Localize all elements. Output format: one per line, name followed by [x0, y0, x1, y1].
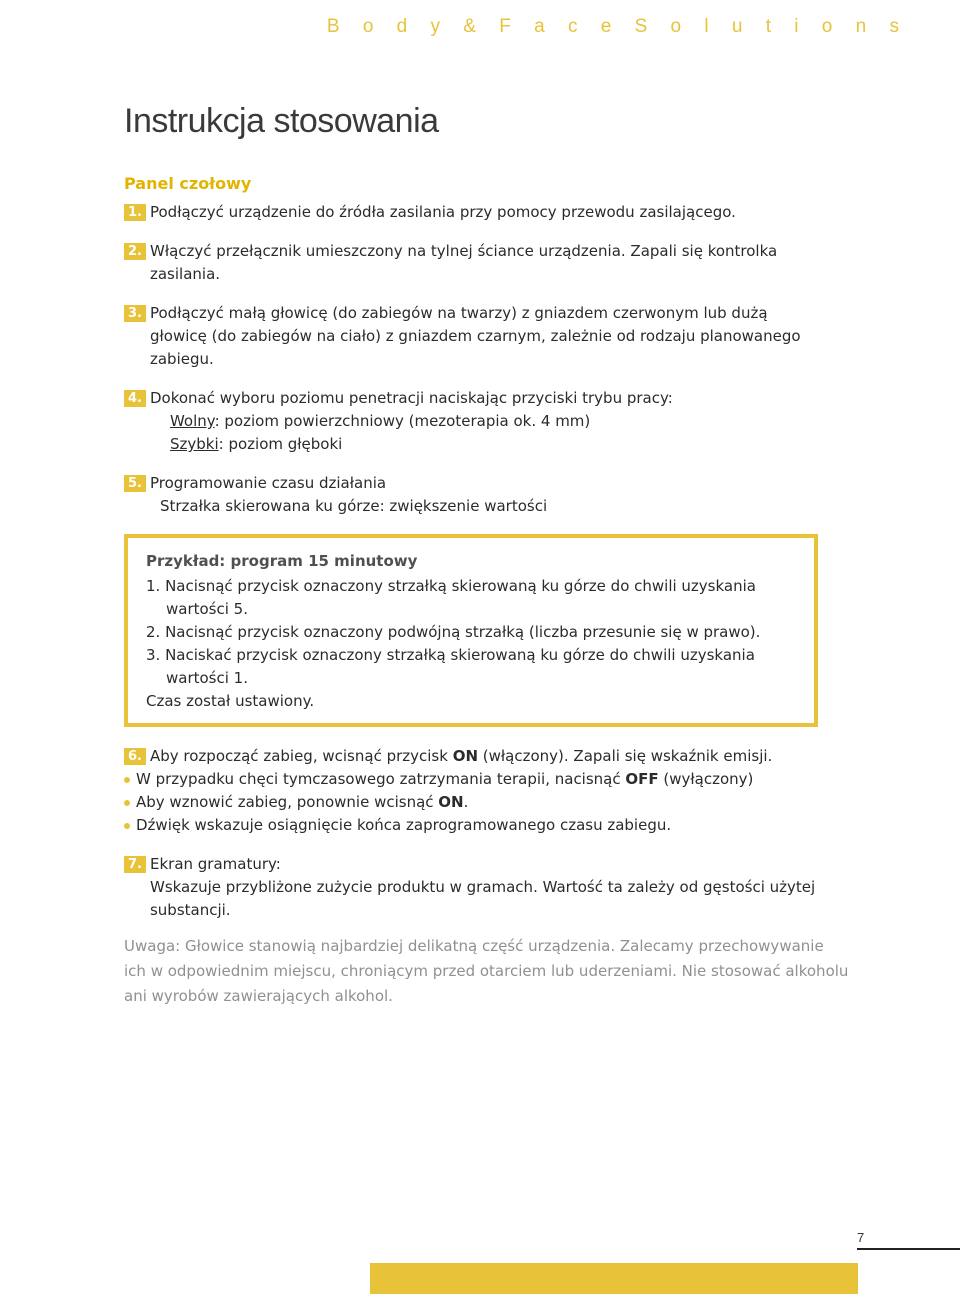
on-label: ON — [452, 747, 479, 765]
example-line-1-cont: wartości 5. — [166, 600, 248, 618]
bullet-text: . — [463, 793, 469, 811]
step-subtext: Strzałka skierowana ku górze: zwiększenie wartości — [159, 497, 548, 515]
step-text — [150, 745, 824, 768]
list-item — [124, 814, 824, 837]
step-number: 3. — [124, 305, 146, 322]
step-text: Włączyć przełącznik umieszczony na tylnej ściance urządzenia. Zapali się kontrolka zasilania. — [149, 242, 778, 283]
example-box — [124, 534, 818, 727]
example-line-3-cont: wartości 1. — [166, 669, 248, 687]
bullet-text: W przypadku chęci tymczasowego zatrzymania terapii, nacisnąć — [136, 770, 626, 788]
step-4 — [124, 387, 824, 456]
step-text: Wskazuje przybliżone zużycie produktu w gramach. Wartość ta zależy od gęstości użytej substancji. — [149, 878, 816, 919]
step-title: Ekran gramatury: — [149, 855, 281, 873]
off-label: OFF — [625, 770, 659, 788]
step-6 — [124, 745, 824, 768]
mode-fast-text: : poziom głęboki — [218, 435, 343, 453]
note: Uwaga: Głowice stanowią najbardziej delikatną część urządzenia. Zalecamy przechowywanie ich w odpowiednim miejscu, chroniącym przed otarciem lub uderzeniami. Nie stosować alkoholu ani wyrobów zawierających alkohol. — [124, 937, 849, 1005]
mode-fast — [150, 433, 824, 456]
bullet-text: (wyłączony) — [658, 770, 754, 788]
example-line-2: 2. Nacisnąć przycisk oznaczony podwójną strzałką (liczba przesunie się w prawo). — [146, 623, 761, 641]
step-number: 5. — [124, 475, 146, 492]
example-line-4: Czas został ustawiony. — [146, 692, 315, 710]
step-text: Programowanie czasu działania — [149, 474, 387, 492]
step-number: 6. — [124, 748, 146, 765]
step-7 — [124, 853, 824, 922]
mode-slow-label: Wolny — [169, 412, 215, 430]
step-3 — [124, 302, 824, 371]
bullet-text: Aby wznowić zabieg, ponownie wcisnąć — [136, 793, 439, 811]
example-line-3: 3. Naciskać przycisk oznaczony strzałką skierowaną ku górze do chwili uzyskania — [146, 646, 755, 664]
page-title: Instrukcja stosowania — [124, 102, 439, 140]
page-number-rule — [857, 1248, 960, 1250]
step-text: Podłączyć małą głowicę (do zabiegów na twarzy) z gniazdem czerwonym lub dużą głowicę (do zabiegów na ciało) z gniazdem czarnym, zależnie od rodzaju planowanego zabiegu. — [149, 304, 801, 368]
step-number: 2. — [124, 243, 146, 260]
footer-accent-bar — [370, 1263, 858, 1294]
step-5 — [124, 472, 824, 518]
step6-text-after: (włączony). Zapali się wskaźnik emisji. — [478, 747, 773, 765]
content — [124, 172, 849, 1009]
list-item — [124, 791, 824, 814]
step-number: 4. — [124, 390, 146, 407]
step6-text-before: Aby rozpocząć zabieg, wcisnąć przycisk — [149, 747, 453, 765]
step-text: Dokonać wyboru poziomu penetracji naciskając przyciski trybu pracy: — [149, 389, 673, 407]
step-body — [150, 387, 824, 456]
mode-slow — [150, 410, 824, 433]
list-item — [124, 768, 824, 791]
step-body — [150, 853, 824, 922]
step-number: 7. — [124, 856, 146, 873]
step-text: Podłączyć urządzenie do źródła zasilania przy pomocy przewodu zasilającego. — [149, 203, 736, 221]
example-line-1: 1. Nacisnąć przycisk oznaczony strzałką skierowaną ku górze do chwili uzyskania — [146, 577, 756, 595]
mode-slow-text: : poziom powierzchniowy (mezoterapia ok. 4 mm) — [214, 412, 591, 430]
section-heading: Panel czołowy — [124, 174, 252, 193]
step-2 — [124, 240, 824, 286]
on-label: ON — [438, 793, 464, 811]
page-number: 7 — [857, 1230, 865, 1245]
bullet-list — [124, 768, 824, 837]
step-1 — [124, 201, 824, 224]
mode-fast-label: Szybki — [169, 435, 219, 453]
bullet-text: Dźwięk wskazuje osiągnięcie końca zaprogramowanego czasu zabiegu. — [136, 816, 672, 834]
step-number: 1. — [124, 204, 146, 221]
brand-header: B o d y & F a c e S o l u t i o n s — [326, 16, 908, 37]
example-title: Przykład: program 15 minutowy — [146, 552, 418, 570]
step-body — [150, 472, 824, 518]
